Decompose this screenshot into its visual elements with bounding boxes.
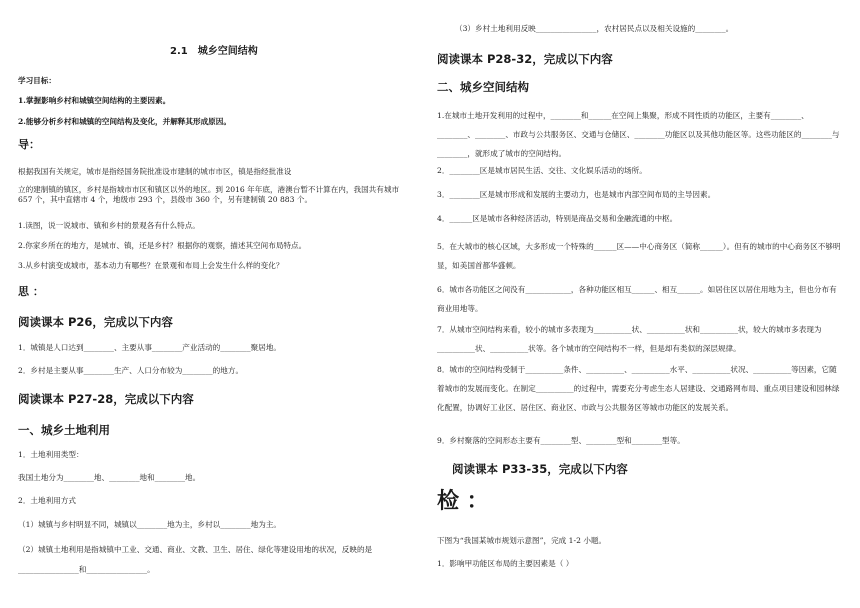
land-use-method-2: （2）城镇土地利用是指城镇中工业、交通、商业、文教、卫生、居住、绿化等建设用地的状况，反映的是	[18, 545, 373, 554]
para-6: 6．城市各功能区之间没有____________，各种功能区相互______、相互______。如居住区以居住用地为主，但也分布有商业用地等。	[437, 285, 837, 313]
lesson-title: 2.1 城乡空间结构	[170, 46, 258, 57]
si-heading: 思 ：	[18, 285, 44, 298]
read-heading-p26: 阅读课本 P26，完成以下内容	[18, 315, 173, 329]
question-2: 2.你家乡所在的地方，是城市、镇，还是乡村？根据你的观察，描述其空间布局特点。	[18, 241, 307, 250]
land-use-method-2-blanks: ________________和________________。	[18, 565, 155, 574]
exercise-intro: 下图为“我国某城市规划示意图”，完成 1-2 小题。	[437, 536, 607, 545]
question-3: 3.从乡村演变成城市，基本动力有哪些？在景观和布局上会发生什么样的变化？	[18, 261, 284, 270]
para-5: 5．在大城市的核心区域，大多形成一个特殊的______区——中心商务区（简称______）。但有的城市的中心商务区不够明显，如美国首都华盛顿。	[437, 242, 841, 270]
question-1: 1.读图，说一说城市、镇和乡村的景观各有什么特点。	[18, 221, 200, 230]
section-2-heading: 二、城乡空间结构	[437, 80, 529, 94]
read-heading-p33: 阅读课本 P33-35，完成以下内容	[452, 462, 628, 476]
land-use-method-1: （1）城镇与乡村明显不同，城镇以________地为主，乡村以________地为主。	[18, 520, 282, 529]
para-1: 1.在城市土地开发利用的过程中，________和______在空间上集聚，形成不同性质的功能区，主要有________、________、________、市政与公共服务区、交通与仓储区、________功能区以及其他功能区等。这些功能区的________与________，就形成了城市的空间结构。	[437, 111, 840, 158]
dao-heading: 导：	[18, 138, 40, 151]
exercise-question-1: 1．影响甲功能区布局的主要因素是（ ）	[437, 559, 574, 568]
goals-label: 学习目标：	[18, 76, 56, 85]
section-1-heading: 一、城乡土地利用	[18, 423, 110, 437]
land-use-types-blank: 我国土地分为________地、________地和________地。	[18, 473, 201, 482]
read1-item-1: 1．城镇是人口达到________、主要从事________产业活动的________聚居地。	[18, 343, 282, 352]
para-4: 4．______区是城市各种经济活动，特别是商品交易和金融流通的中枢。	[437, 214, 678, 223]
read-heading-p28: 阅读课本 P28-32，完成以下内容	[437, 52, 613, 66]
goal-1: 1.掌握影响乡村和城镇空间结构的主要因素。	[18, 96, 171, 105]
para-9: 9．乡村聚落的空间形态主要有________型、________型和________型等。	[437, 436, 685, 445]
land-use-method-label: 2．土地利用方式	[18, 496, 76, 505]
para-2: 2．________区是城市居民生活、交往、文化娱乐活动的场所。	[437, 166, 647, 175]
para-7: 7．从城市空间结构来看，较小的城市多表现为__________状、__________状和__________状，较大的城市多表现为__________状、__________状等。各个城市的空间结构不一样，但是却有类似的深层规律。	[437, 325, 822, 353]
intro-paragraph: 立的建制镇的镇区，乡村是指城市市区和镇区以外的地区。到 2016 年年底，港澳台暂不计算在内，我国共有城市 657 个，其中直辖市 4 个，地级市 293 个，县级市 360 个，另有建制镇 20 883 个。	[18, 185, 400, 204]
rural-land-use-line: （3）乡村土地利用反映________________，农村居民点以及相关设施的________。	[455, 24, 734, 33]
jian-heading: 检 ：	[437, 489, 489, 514]
para-8: 8．城市的空间结构受制于__________条件、__________、__________水平、__________状况、__________等因素，它随着城市的发展而变化。在制定__________的过程中，需要充分考虑生态人居建设、交通路网布局、重点项目建设和园林绿化配置，协调好工业区、居住区、商业区、市政与公共服务区等城市功能区的发展关系。	[437, 365, 840, 412]
para-3: 3．________区是城市形成和发展的主要动力，也是城市内部空间布局的主导因素。	[437, 190, 716, 199]
land-use-types-label: 1．土地利用类型：	[18, 450, 84, 459]
goal-2: 2.能够分析乡村和城镇的空间结构及变化，并解释其形成原因。	[18, 117, 231, 126]
intro-line-1: 根据我国有关规定，城市是指经国务院批准设市建制的城市市区，镇是指经批准设	[18, 167, 292, 176]
read1-item-2: 2．乡村是主要从事________生产、人口分布较为________的地方。	[18, 366, 244, 375]
read-heading-p27: 阅读课本 P27-28，完成以下内容	[18, 392, 194, 406]
